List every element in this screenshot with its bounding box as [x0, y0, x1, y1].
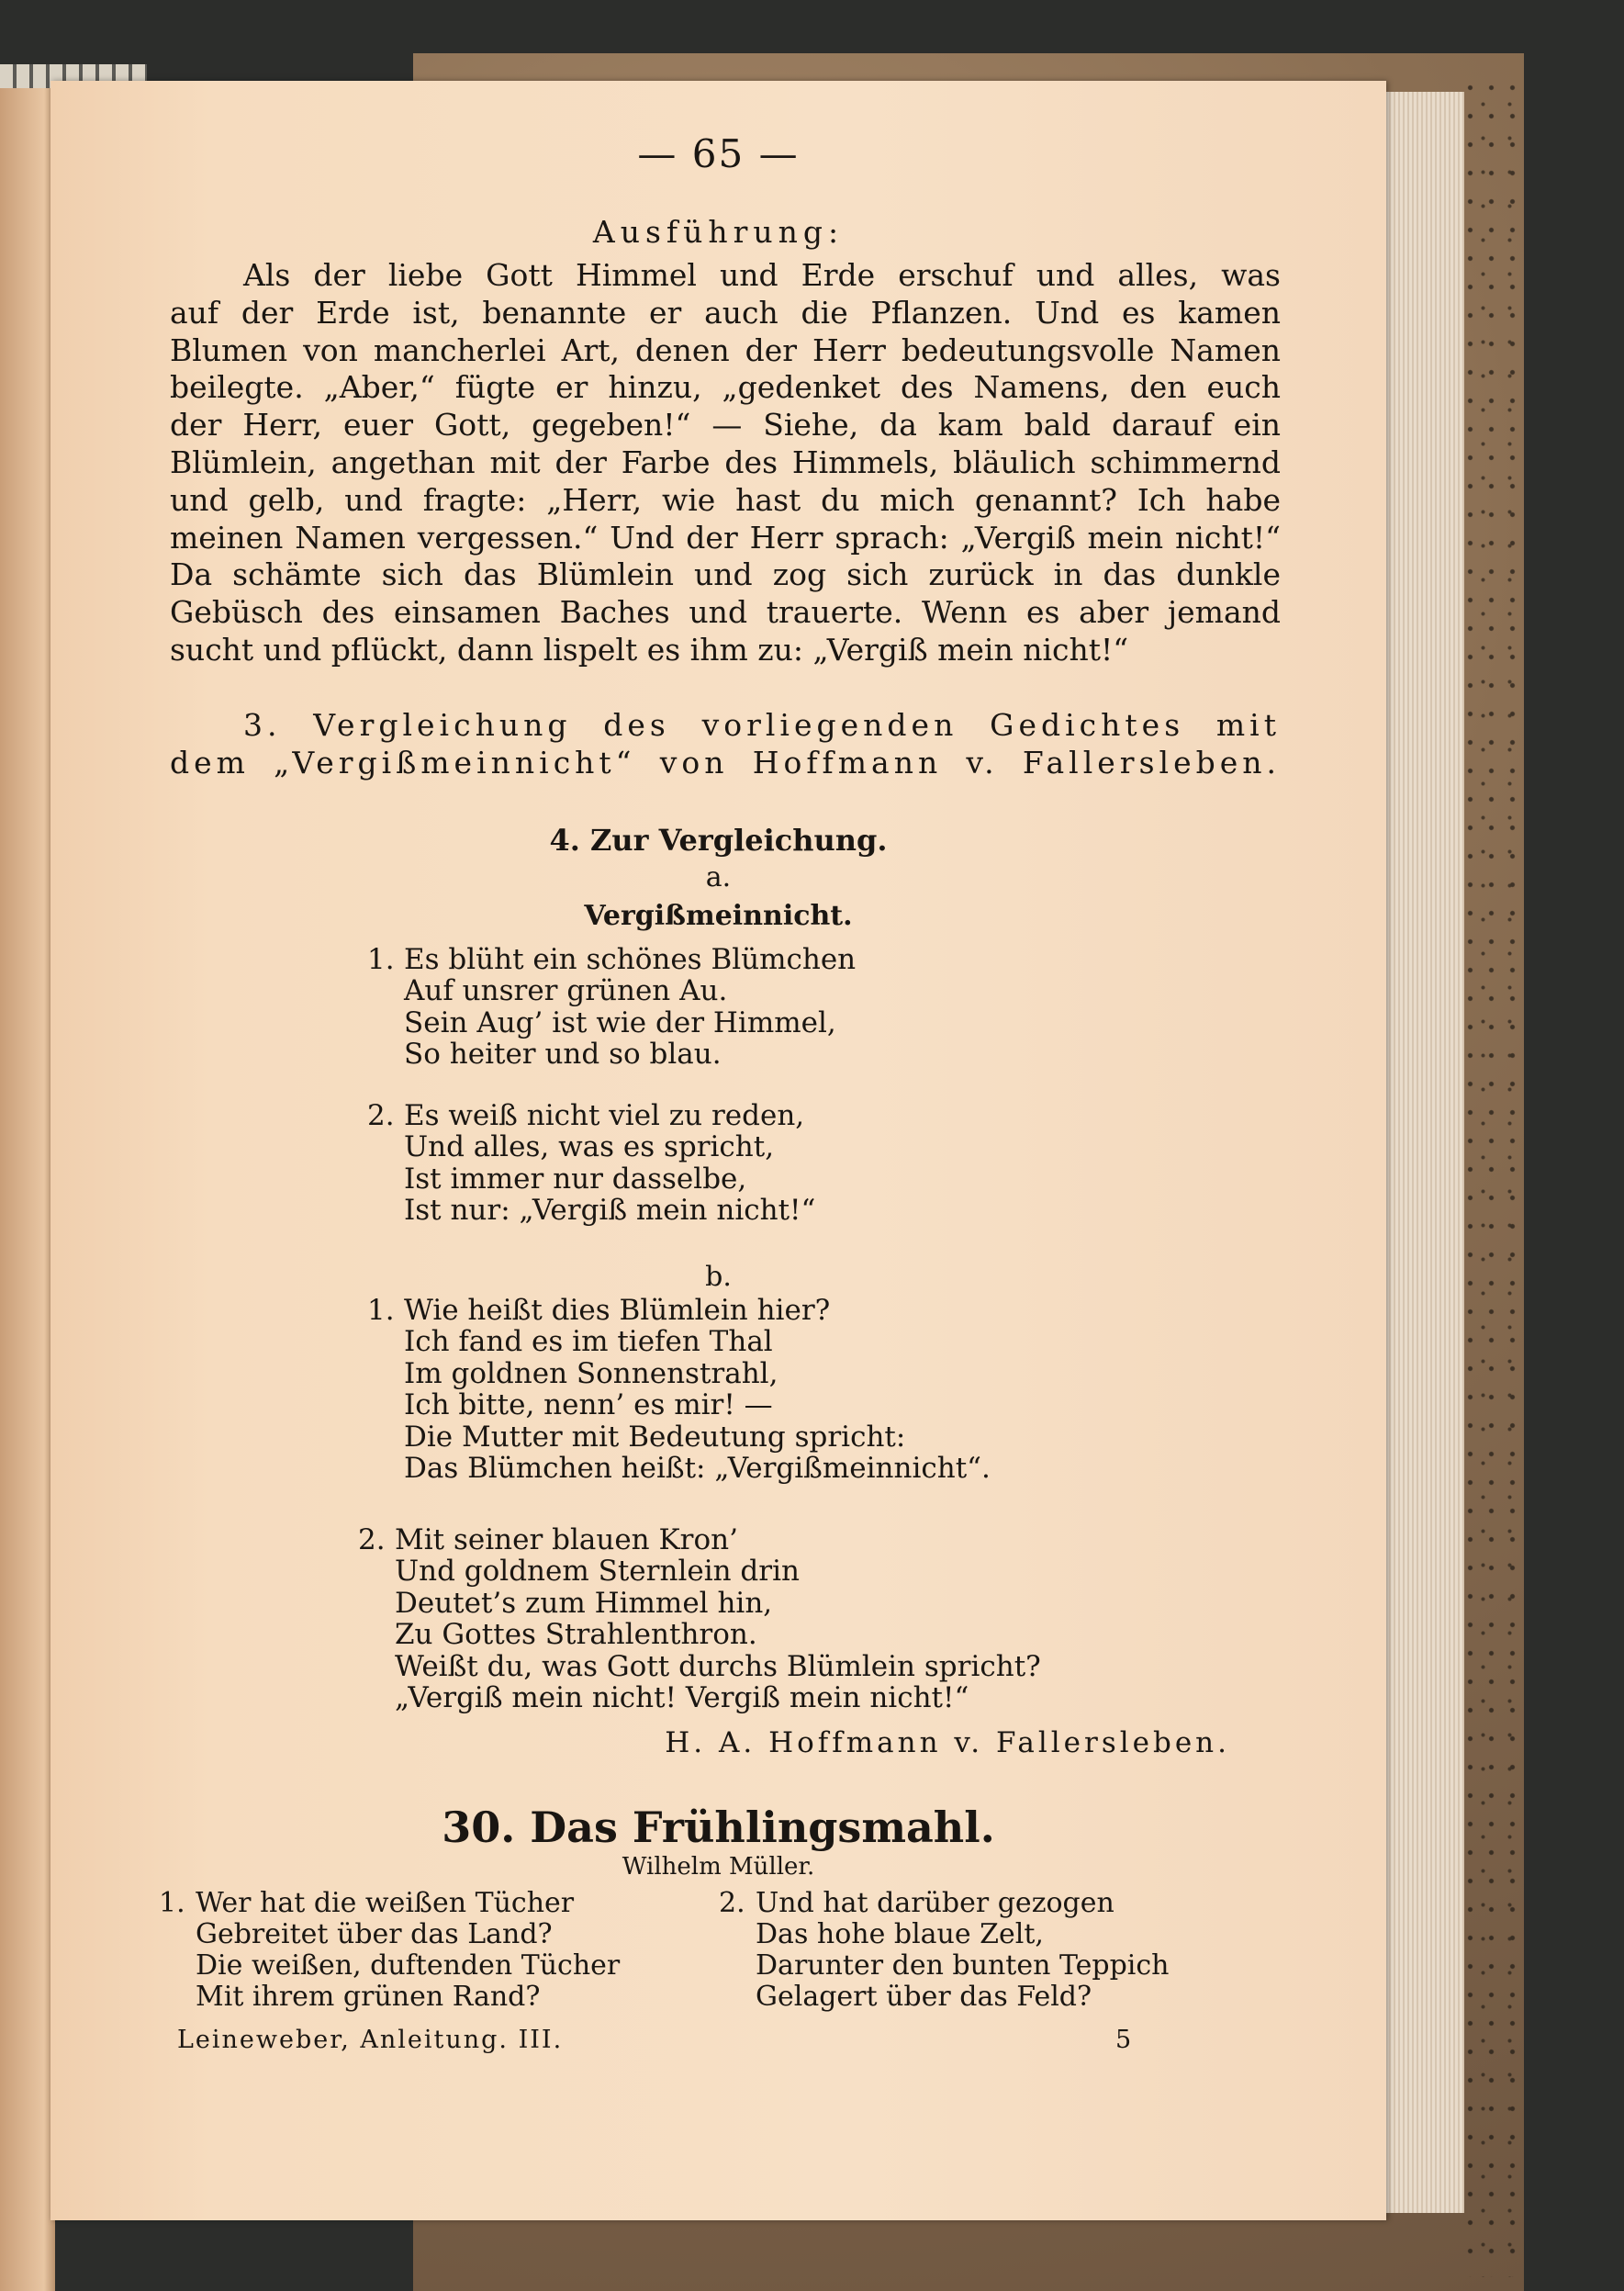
poem-a-stanza-2	[367, 1100, 815, 1227]
verse-line: Die weißen, duftenden Tücher	[196, 1949, 621, 1982]
poem-a-title: Vergißmeinnicht.	[584, 900, 853, 932]
paragraph-line: beilegte. „Aber,“ fügte er hinzu, „gedenket des Namens, den euch	[170, 369, 1281, 406]
verse-line: Die Mutter mit Bedeutung spricht:	[404, 1420, 906, 1454]
poem-b-stanza-2	[358, 1524, 1041, 1713]
verse-line: Zu Gottes Strahlenthron.	[395, 1618, 757, 1652]
verse-line: Wie heißt dies Blümlein hier?	[404, 1294, 831, 1327]
verse-line: Und hat darüber gezogen	[756, 1887, 1114, 1919]
stanza-number: 1.	[367, 943, 395, 976]
label-a: a.	[705, 861, 732, 893]
paragraph-line: sucht und pflückt, dann lispelt es ihm zu: „Vergiß mein nicht!“	[170, 631, 1129, 668]
stanza-number: 1.	[367, 1294, 395, 1327]
section-heading: Ausführung:	[592, 214, 845, 250]
verse-line: Und goldnem Sternlein drin	[395, 1555, 800, 1589]
verse-line: Ich bitte, nenn’ es mir! —	[404, 1388, 773, 1422]
verse-line: Mit seiner blauen Kron’	[395, 1523, 738, 1556]
poem-a-stanza-1	[367, 944, 856, 1071]
stanza-number: 2.	[719, 1887, 745, 1919]
label-b: b.	[705, 1261, 732, 1293]
verse-line: Darunter den bunten Teppich	[756, 1949, 1170, 1982]
verse-line: Ist immer nur dasselbe,	[404, 1162, 747, 1196]
paragraph-line: Blümlein, angethan mit der Farbe des Himmels, bläulich schimmernd	[170, 444, 1281, 480]
ausfuehrung-paragraph	[170, 257, 1281, 669]
vergleichung-line: dem „Vergißmeinnicht“ von Hoffmann v. Fallersleben.	[170, 744, 1281, 781]
verse-line: Gebreitet über das Land?	[196, 1918, 553, 1950]
page-edges	[1377, 92, 1464, 2213]
verse-line: Im goldnen Sonnenstrahl,	[404, 1356, 778, 1390]
book-page	[50, 81, 1386, 2220]
verse-line: Ich fand es im tiefen Thal	[404, 1325, 773, 1359]
verse-line: Und alles, was es spricht,	[404, 1130, 775, 1164]
paragraph-line: Als der liebe Gott Himmel und Erde erschuf und alles, was	[243, 257, 1281, 293]
verse-line: Weißt du, was Gott durchs Blümlein spricht?	[395, 1649, 1041, 1683]
cover-speckle	[1460, 73, 1524, 2277]
vergleichung-heading	[170, 707, 1281, 782]
verse-line: Sein Aug’ ist wie der Himmel,	[404, 1005, 836, 1039]
zur-vergleichung-heading: 4. Zur Vergleichung.	[549, 823, 888, 858]
section-30-title: 30. Das Frühlingsmahl.	[442, 1802, 995, 1852]
section-30-stanza-2	[719, 1888, 1170, 2013]
verse-line: Ist nur: „Vergiß mein nicht!“	[404, 1194, 816, 1228]
verse-line: Das hohe blaue Zelt,	[756, 1918, 1044, 1950]
page-number: — 65 —	[637, 131, 800, 176]
stanza-number: 1.	[159, 1887, 185, 1919]
stanza-number: 2.	[358, 1523, 386, 1556]
paragraph-line: der Herr, euer Gott, gegeben!“ — Siehe, da kam bald darauf ein	[170, 407, 1281, 444]
verse-line: Mit ihrem grünen Rand?	[196, 1981, 541, 2013]
verse-line: „Vergiß mein nicht! Vergiß mein nicht!“	[395, 1681, 969, 1715]
paragraph-line: Gebüsch des einsamen Baches und trauerte. Wenn es aber jemand	[170, 594, 1281, 631]
paragraph-line: auf der Erde ist, benannte er auch die Pflanzen. Und es kamen	[170, 294, 1281, 331]
verse-line: Auf unsrer grünen Au.	[404, 974, 728, 1008]
facing-page	[0, 81, 55, 2291]
stanza-number: 2.	[367, 1099, 395, 1132]
poem-b-author: H. A. Hoffmann v. Fallersleben.	[665, 1726, 1230, 1759]
paragraph-line: Blumen von mancherlei Art, denen der Herr bedeutungsvolle Namen	[170, 331, 1281, 368]
verse-line: Das Blümchen heißt: „Vergißmeinnicht“.	[404, 1452, 991, 1486]
section-30-stanza-1	[159, 1888, 620, 2013]
verse-line: Gelagert über das Feld?	[756, 1981, 1092, 2013]
verse-line: So heiter und so blau.	[404, 1038, 722, 1072]
verse-line: Deutet’s zum Himmel hin,	[395, 1586, 773, 1620]
footer-page-signature: 5	[1115, 2026, 1132, 2054]
paragraph-line: und gelb, und fragte: „Herr, wie hast du mich genannt? Ich habe	[170, 481, 1281, 518]
verse-line: Es weiß nicht viel zu reden,	[404, 1099, 805, 1132]
paragraph-line: meinen Namen vergessen.“ Und der Herr sprach: „Vergiß mein nicht!“	[170, 519, 1281, 556]
poem-b-stanza-1	[367, 1295, 991, 1484]
footer-left: Leineweber, Anleitung. III.	[177, 2026, 564, 2054]
paragraph-line: Da schämte sich das Blümlein und zog sich zurück in das dunkle	[170, 556, 1281, 593]
vergleichung-line: 3. Vergleichung des vorliegenden Gedichtes mit	[243, 707, 1281, 743]
section-30-author: Wilhelm Müller.	[622, 1853, 815, 1881]
verse-line: Es blüht ein schönes Blümchen	[404, 943, 857, 976]
verse-line: Wer hat die weißen Tücher	[196, 1887, 575, 1919]
